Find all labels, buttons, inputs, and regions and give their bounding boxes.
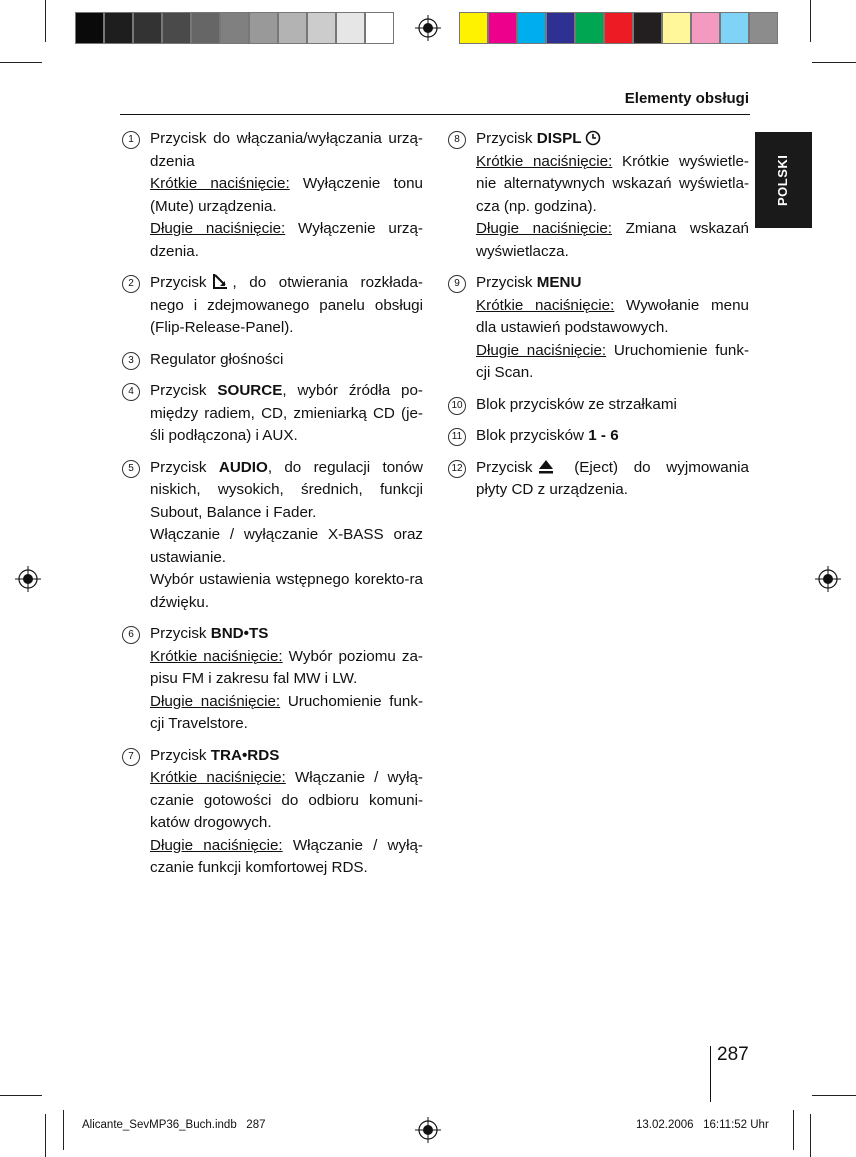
item-label: Przycisk [150,625,211,642]
list-item [454,128,749,263]
press-description [150,767,423,835]
color-swatch [546,12,575,44]
press-description [476,151,749,219]
color-swatch [488,12,517,44]
color-swatch [691,12,720,44]
color-swatch [459,12,488,44]
item-number: 4 [122,383,140,401]
page-number: 287 [717,1044,749,1065]
press-type-label: Krótkie naciśnięcie: [150,769,286,786]
press-description [150,173,423,218]
color-swatch [336,12,365,44]
item-label: Przycisk [476,458,533,476]
item-title [150,380,423,448]
item-number: 12 [448,460,466,478]
footer-file-info: Alicante_SevMP36_Buch.indb 287 [82,1119,266,1131]
item-extra-line: Włączanie / wyłączanie X-BASS oraz ustawianie. [150,526,423,566]
press-type-label: Krótkie naciśnięcie: [150,175,290,192]
item-number: 6 [122,626,140,644]
color-swatch [720,12,749,44]
press-type-label: Długie naciśnięcie: [150,220,286,237]
press-type-label: Długie naciśnięcie: [476,220,613,237]
list-item [454,272,749,385]
item-number: 1 [122,131,140,149]
process-color-bar [459,12,778,44]
item-number: 9 [448,275,466,293]
clock-icon [585,130,601,147]
crop-mark [45,0,46,42]
press-type-label: Długie naciśnięcie: [476,341,607,359]
press-action-text: Krótkie wyświetle-nie alternatywnych wskazań wyświetla-cza (np. godzina). [476,152,749,215]
button-name: TRA•RDS [210,746,280,764]
item-label: Przycisk [150,382,218,399]
grayscale-color-bar [75,12,394,44]
press-action-text: Wybór poziomu za-pisu FM i zakresu fal MW i LW. [150,647,423,687]
item-title [150,272,423,340]
item-title [476,425,749,448]
item-title [150,745,423,768]
item-number: 5 [122,460,140,478]
press-description [476,340,749,385]
item-label: Przycisk [476,130,537,147]
crop-mark [812,1095,856,1096]
color-swatch [517,12,546,44]
footer-timestamp: 13.02.2006 16:11:52 Uhr [636,1119,769,1131]
registration-mark-icon [815,566,841,592]
button-name: BND•TS [210,625,269,642]
list-item [128,457,424,615]
item-number: 8 [448,131,466,149]
press-type-label: Krótkie naciśnięcie: [476,296,615,314]
crop-mark [810,1114,811,1157]
item-number: 7 [122,748,140,766]
item-title [150,128,423,173]
press-action-text: Uruchomienie funk-cji Travelstore. [150,692,423,732]
item-title [150,623,423,646]
press-description [150,646,423,691]
color-swatch [133,12,162,44]
item-description: , wybór źródła po-między radiem, CD, zmieniarką CD (je-śli podłączona) i AUX. [150,382,423,444]
crop-mark [0,62,42,63]
item-extra-line: Wybór ustawienia wstępnego korekto-ra dźwięku. [150,571,423,611]
item-title [476,394,749,417]
press-action-text: Wyłączenie tonu (Mute) urządzenia. [150,175,423,215]
item-number: 3 [122,352,140,370]
press-type-label: Krótkie naciśnięcie: [150,647,283,665]
item-description: (Eject) do wyjmowania płyty CD z urządzenia. [476,458,749,498]
button-name: DISPL [536,130,582,147]
color-swatch [162,12,191,44]
crop-mark [45,1114,46,1157]
item-title [150,457,423,525]
press-action-text: Uruchomienie funk-cji Scan. [476,341,749,381]
item-title [150,349,423,372]
press-action-text: Włączanie / wyłą-czanie gotowości do odbioru komuni-katów drogowych. [150,769,423,831]
list-item [128,128,423,263]
color-swatch [749,12,778,44]
header-rule [120,114,750,115]
item-description: , do regulacji tonów niskich, wysokich, średnich, funkcji Subout, Balance i Fader. [150,458,424,521]
crop-mark [0,1095,42,1096]
press-description [476,218,749,263]
item-label: Przycisk [150,746,211,764]
color-swatch [604,12,633,44]
registration-mark-icon [415,1117,441,1143]
press-action-text: Zmiana wskazań wyświetlacza. [476,220,749,260]
color-swatch [220,12,249,44]
list-item [128,623,423,736]
item-title-text: Przycisk do włączania/wyłączania urzą-dzenia [150,130,423,170]
registration-mark-icon [15,566,41,592]
press-description [150,691,423,736]
color-swatch [75,12,104,44]
button-name: 1 - 6 [588,427,619,444]
color-swatch [633,12,662,44]
item-description: , do otwierania rozkłada-nego i zdejmowanego panelu obsługi (Flip-Release-Panel). [150,274,423,336]
crop-mark [810,0,811,42]
press-type-label: Długie naciśnięcie: [150,692,281,710]
color-swatch [307,12,336,44]
color-swatch [365,12,394,44]
item-title [476,128,749,151]
item-number: 2 [122,275,140,293]
button-name: AUDIO [218,458,268,476]
crop-mark [812,62,856,63]
button-name: SOURCE [217,382,283,399]
left-column [128,128,424,889]
color-swatch [191,12,220,44]
list-item [451,457,749,502]
item-label: Przycisk [476,274,537,291]
press-action-text: Wywołanie menu dla ustawień podstawowych. [476,296,749,336]
press-type-label: Krótkie naciśnięcie: [476,152,613,170]
section-header: Elementy obsługi [624,90,749,107]
color-swatch [104,12,133,44]
press-description [476,295,749,340]
item-label: Blok przycisków [476,427,589,444]
item-number: 10 [448,397,466,415]
page-number-rule [710,1046,711,1102]
list-item [128,745,423,880]
language-tab [755,132,812,228]
crop-mark [63,1110,64,1150]
item-number: 11 [448,428,466,446]
press-description [150,835,423,880]
list-item [128,272,423,340]
color-swatch [575,12,604,44]
press-action-text: Włączanie / wyłą-czanie funkcji komfortowej RDS. [150,836,423,876]
list-item [451,425,749,448]
button-name: MENU [536,274,582,291]
press-type-label: Długie naciśnięcie: [150,836,283,854]
right-column [451,128,749,511]
crop-mark [793,1110,794,1150]
registration-mark-icon [415,15,441,41]
flip-release-icon [211,274,229,291]
press-description [150,218,423,263]
language-label: POLSKI [775,154,790,206]
item-title-text: Blok przycisków ze strzałkami [476,395,677,413]
item-title [476,457,749,502]
list-item [128,349,423,372]
list-item [128,380,423,448]
color-swatch [278,12,307,44]
item-title [476,272,749,295]
eject-icon [537,459,555,476]
list-item [451,394,749,417]
color-swatch [662,12,691,44]
item-label: Przycisk [150,274,207,291]
item-title-text: Regulator głośności [150,350,284,368]
item-label: Przycisk [150,458,219,476]
press-action-text: Wyłączenie urzą-dzenia. [150,220,423,260]
color-swatch [249,12,278,44]
